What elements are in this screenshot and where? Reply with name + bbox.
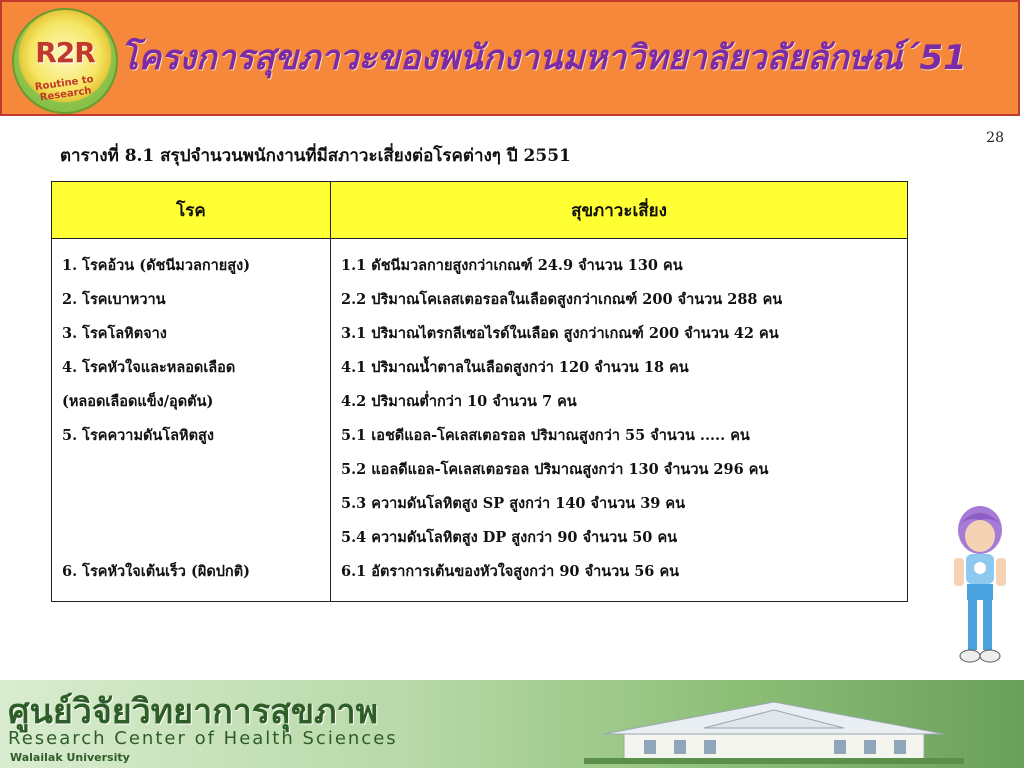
risk-item: 5.1 เอชดีแอล-โคเลสเตอรอล ปริมาณสูงกว่า 55 จำนวน ..... คน bbox=[341, 427, 750, 444]
page-title: โครงการสุขภาวะของพนักงานมหาวิทยาลัยวลัยลักษณ์´51 bbox=[120, 38, 967, 78]
header-bar bbox=[0, 0, 1020, 116]
disease-item: 2. โรคเบาหวาน bbox=[62, 291, 166, 308]
risk-item: 3.1 ปริมาณไตรกลีเซอไรด์ในเลือด สูงกว่าเกณฑ์ 200 จำนวน 42 คน bbox=[341, 325, 779, 342]
risk-item: 5.3 ความดันโลหิตสูง SP สูงกว่า 140 จำนวน 39 คน bbox=[341, 495, 686, 512]
table-row bbox=[52, 239, 908, 602]
footer-banner bbox=[0, 680, 1024, 768]
risk-item: 6.1 อัตราการเต้นของหัวใจสูงกว่า 90 จำนวน 56 คน bbox=[341, 563, 680, 580]
column-header-risk: สุขภาวะเสี่ยง bbox=[331, 182, 908, 239]
disease-item: 4. โรคหัวใจและหลอดเลือด bbox=[62, 359, 236, 376]
disease-item: (หลอดเลือดแข็ง/อุดตัน) bbox=[62, 393, 214, 410]
risk-summary-table bbox=[51, 181, 908, 602]
risk-item: 4.2 ปริมาณต่ำกว่า 10 จำนวน 7 คน bbox=[341, 393, 577, 410]
risk-item: 1.1 ดัชนีมวลกายสูงกว่าเกณฑ์ 24.9 จำนวน 130 คน bbox=[341, 257, 683, 274]
building-illustration bbox=[584, 688, 964, 764]
risk-item: 4.1 ปริมาณน้ำตาลในเลือดสูงกว่า 120 จำนวน 18 คน bbox=[341, 359, 689, 376]
disease-item: 3. โรคโลหิตจาง bbox=[62, 325, 167, 342]
risk-item: 5.4 ความดันโลหิตสูง DP สูงกว่า 90 จำนวน 50 คน bbox=[341, 529, 678, 546]
disease-item: 6. โรคหัวใจเต้นเร็ว (ผิดปกติ) bbox=[62, 563, 250, 580]
center-name-english: Research Center of Health Sciences bbox=[8, 728, 398, 749]
disease-spacer bbox=[62, 453, 320, 487]
table-header-row bbox=[52, 182, 908, 239]
r2r-logo bbox=[12, 8, 118, 114]
risk-item: 2.2 ปริมาณโคเลสเตอรอลในเลือดสูงกว่าเกณฑ์ 200 จำนวน 288 คน bbox=[341, 291, 783, 308]
cartoon-character-illustration bbox=[940, 500, 1020, 670]
center-name-thai: ศูนย์วิจัยวิทยาการสุขภาพ bbox=[8, 692, 379, 732]
university-name: Walailak University bbox=[10, 751, 130, 764]
page-number: 28 bbox=[986, 130, 1004, 146]
risk-cell bbox=[331, 239, 908, 602]
disease-item: 1. โรคอ้วน (ดัชนีมวลกายสูง) bbox=[62, 257, 251, 274]
disease-item: 5. โรคความดันโลหิตสูง bbox=[62, 427, 214, 444]
column-header-disease: โรค bbox=[52, 182, 331, 239]
table-caption: ตารางที่ 8.1 สรุปจำนวนพนักงานที่มีสภาวะเสี่ยงต่อโรคต่างๆ ปี 2551 bbox=[60, 146, 571, 166]
disease-spacer bbox=[62, 521, 320, 555]
risk-item: 5.2 แอลดีแอล-โคเลสเตอรอล ปริมาณสูงกว่า 130 จำนวน 296 คน bbox=[341, 461, 769, 478]
logo-mark: R2R bbox=[35, 36, 95, 69]
disease-cell bbox=[52, 239, 331, 602]
logo-subtitle: Routine to Research bbox=[34, 74, 95, 104]
disease-spacer bbox=[62, 487, 320, 521]
